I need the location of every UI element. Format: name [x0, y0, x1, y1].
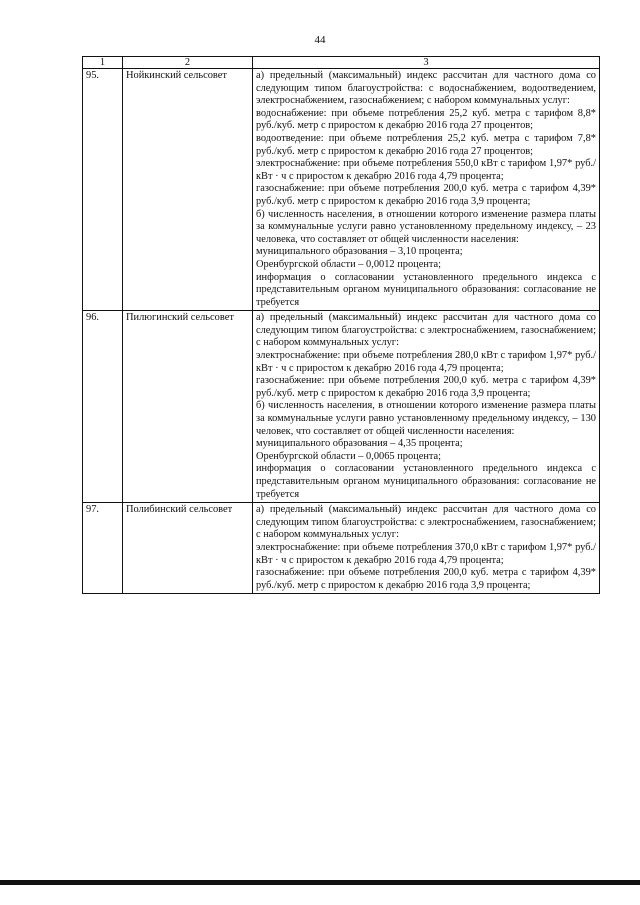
paragraph: электроснабжение: при объеме потребления 550,0 кВт с тарифом 1,97* руб./кВт · ч с приростом к декабрю 2016 года 4,79 процента;	[256, 158, 596, 182]
paragraph: б) численность населения, в отношении которого изменение размера платы за коммунальные услуги равно установленному предельному индексу, – 23 человека, что составляет от общей численности населения:	[256, 208, 596, 245]
row-description	[253, 69, 600, 311]
header-col-1: 1	[83, 57, 123, 69]
row-description	[253, 311, 600, 503]
paragraph: газоснабжение: при объеме потребления 200,0 куб. метра с тарифом 4,39* руб./куб. метр с приростом к декабрю 2016 года 3,9 процента;	[256, 183, 596, 207]
paragraph: Оренбургской области – 0,0065 процента;	[256, 450, 442, 462]
settlement-name: Пилюгинский сельсовет	[123, 311, 253, 503]
paragraph: муниципального образования – 4,35 процента;	[256, 438, 463, 450]
paragraph: информация о согласовании установленного предельного индекса с представительным органом муниципального образования: согласование не требуется	[256, 271, 596, 308]
paragraph: газоснабжение: при объеме потребления 200,0 куб. метра с тарифом 4,39* руб./куб. метр с приростом к декабрю 2016 года 3,9 процента;	[256, 567, 596, 591]
row-description	[253, 503, 600, 594]
header-col-3: 3	[253, 57, 600, 69]
paragraph: электроснабжение: при объеме потребления 370,0 кВт с тарифом 1,97* руб./кВт · ч с приростом к декабрю 2016 года 4,79 процента;	[256, 541, 596, 566]
row-number: 97.	[83, 503, 123, 594]
header-col-2: 2	[123, 57, 253, 69]
paragraph: а) предельный (максимальный) индекс рассчитан для частного дома со следующим типом благоустройства: с электроснабжением, газоснабжением; с набором коммунальных услуг:	[256, 504, 596, 541]
paragraph: б) численность населения, в отношении которого изменение размера платы за коммунальные услуги равно установленному предельному индексу, – 130 человек, что составляет от общей численности населения:	[256, 400, 596, 437]
row-number: 95.	[83, 69, 123, 311]
paragraph: водоснабжение: при объеме потребления 25,2 куб. метра с тарифом 8,8* руб./куб. метр с приростом к декабрю 2016 года 27 процентов;	[256, 107, 596, 132]
table-row	[83, 503, 600, 594]
paragraph: электроснабжение: при объеме потребления 280,0 кВт с тарифом 1,97* руб./кВт · ч с приростом к декабрю 2016 года 4,79 процента;	[256, 350, 596, 374]
table-header-row	[83, 57, 600, 69]
paragraph: муниципального образования – 3,10 процента;	[256, 246, 463, 258]
index-table	[82, 56, 600, 594]
paragraph: информация о согласовании установленного предельного индекса с представительным органом муниципального образования: согласование не требуется	[256, 463, 596, 500]
paragraph: газоснабжение: при объеме потребления 200,0 куб. метра с тарифом 4,39* руб./куб. метр с приростом к декабрю 2016 года 3,9 процента;	[256, 375, 596, 399]
paragraph: Оренбургской области – 0,0012 процента;	[256, 258, 442, 270]
row-number: 96.	[83, 311, 123, 503]
bottom-rule	[0, 880, 640, 885]
table-row	[83, 69, 600, 311]
paragraph: водоотведение: при объеме потребления 25,2 куб. метра с тарифом 7,8* руб./куб. метр с приростом к декабрю 2016 года 27 процентов;	[256, 132, 596, 157]
settlement-name: Нойкинский сельсовет	[123, 69, 253, 311]
paragraph: а) предельный (максимальный) индекс рассчитан для частного дома со следующим типом благоустройства: с электроснабжением, газоснабжением; с набором коммунальных услуг:	[256, 312, 596, 349]
page-number: 44	[314, 34, 326, 46]
settlement-name: Полибинский сельсовет	[123, 503, 253, 594]
paragraph: а) предельный (максимальный) индекс рассчитан для частного дома со следующим типом благоустройства: с водоснабжением, водоотведением, электроснабжением, газоснабжением; с набором коммунальных услуг:	[256, 70, 596, 107]
table-row	[83, 311, 600, 503]
